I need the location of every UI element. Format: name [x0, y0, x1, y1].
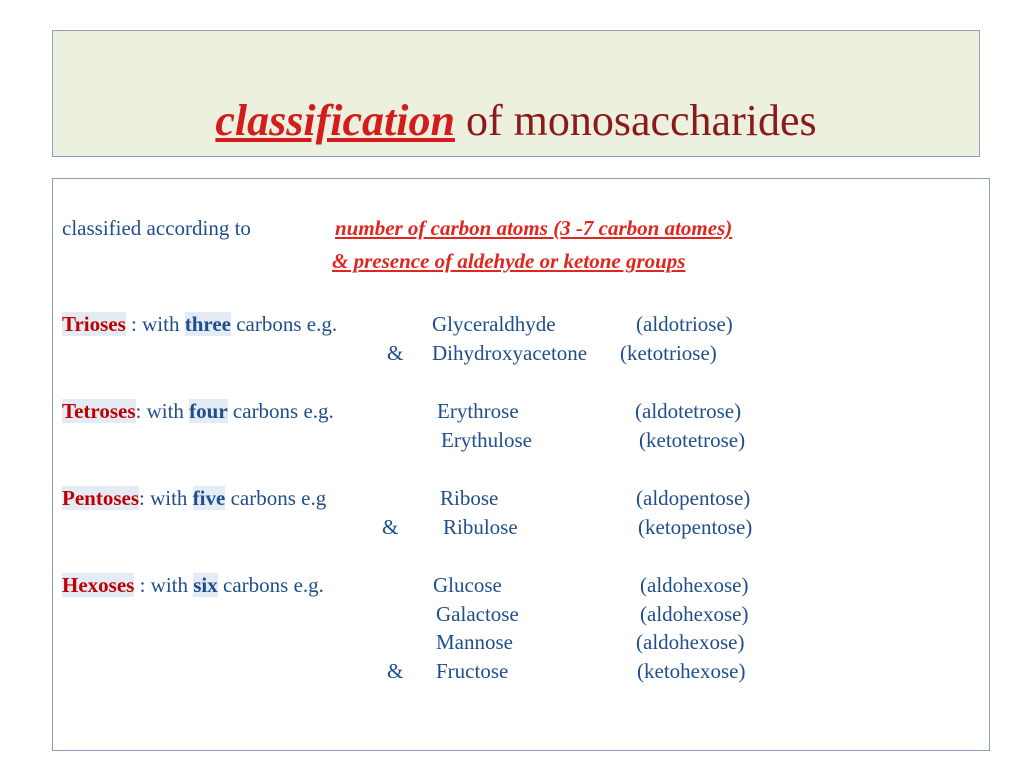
slide-title — [53, 96, 979, 145]
carbon-count: three — [184, 312, 231, 336]
sugar-name: Erythrose — [437, 399, 519, 423]
group-line-trioses: Trioses : with three carbons e.g. — [62, 312, 338, 336]
sugar-name: Glyceraldhyde — [432, 312, 556, 336]
criterion-carbon-atoms: number of carbon atoms (3 -7 carbon atomes) — [335, 216, 733, 240]
title-rest: of monosaccharides — [454, 96, 817, 145]
sugar-name: Mannose — [436, 630, 513, 654]
criterion-functional-group: & presence of aldehyde or ketone groups — [332, 249, 686, 273]
sugar-name: Ribulose — [443, 515, 518, 539]
intro-prefix: classified according to — [62, 216, 251, 240]
sugar-prefix: & — [387, 659, 404, 683]
sugar-name: Ribose — [440, 486, 499, 510]
group-name: Hexoses — [62, 573, 135, 597]
group-name: Tetroses — [62, 399, 136, 423]
sugar-name: Glucose — [433, 573, 502, 597]
group-name: Trioses — [62, 312, 126, 336]
sugar-type: (aldohexose) — [636, 630, 745, 654]
group-line-tetroses: Tetroses: with four carbons e.g. — [62, 399, 334, 423]
sugar-type: (aldopentose) — [636, 486, 751, 510]
sugar-name: Galactose — [436, 602, 519, 626]
sugar-prefix: & — [387, 341, 404, 365]
sugar-prefix: & — [382, 515, 399, 539]
carbon-count: four — [189, 399, 228, 423]
group-name: Pentoses — [62, 486, 139, 510]
carbon-count: five — [192, 486, 226, 510]
group-line-hexoses: Hexoses : with six carbons e.g. — [62, 573, 324, 597]
title-box — [52, 30, 980, 157]
sugar-type: (aldohexose) — [640, 602, 749, 626]
sugar-type: (ketotriose) — [620, 341, 717, 365]
sugar-type: (ketotetrose) — [639, 428, 746, 452]
group-line-pentoses: Pentoses: with five carbons e.g — [62, 486, 327, 510]
sugar-type: (ketohexose) — [637, 659, 746, 683]
sugar-type: (aldotriose) — [636, 312, 733, 336]
sugar-name: Dihydroxyacetone — [432, 341, 588, 365]
sugar-type: (aldotetrose) — [635, 399, 742, 423]
title-emphasis: classification — [215, 96, 455, 145]
sugar-name: Fructose — [436, 659, 509, 683]
carbon-count: six — [193, 573, 218, 597]
sugar-type: (aldohexose) — [640, 573, 749, 597]
sugar-type: (ketopentose) — [638, 515, 753, 539]
sugar-name: Erythulose — [441, 428, 532, 452]
